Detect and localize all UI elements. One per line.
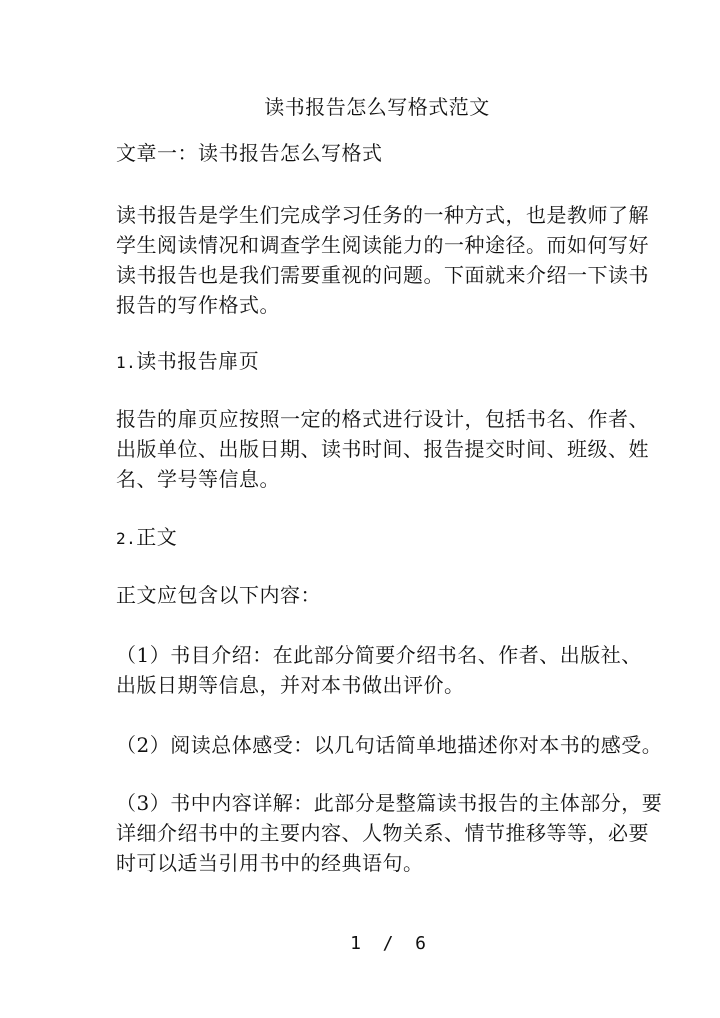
section1-line-3: 名、学号等信息。 [116,467,280,491]
item3-line-3: 时可以适当引用书中的经典语句。 [116,851,424,875]
item2-line: （2）阅读总体感受：以几句话简单地描述你对本书的感受。 [116,733,663,757]
section1-heading [116,346,259,378]
article-heading: 文章一：读书报告怎么写格式 [116,141,383,165]
section1-line-2: 出版单位、出版日期、读书时间、报告提交时间、班级、姓 [116,437,649,461]
section2-intro: 正文应包含以下内容： [116,583,321,607]
intro-line-3: 读书报告也是我们需要重视的问题。下面就来介绍一下读书 [116,263,649,287]
item1-line-1: （1）书目介绍：在此部分简要介绍书名、作者、出版社、 [116,643,642,667]
item1-line-2: 出版日期等信息，并对本书做出评价。 [116,673,465,697]
section2-title: 正文 [136,525,178,549]
document-title: 读书报告怎么写格式范文 [264,95,490,119]
intro-line-4: 报告的写作格式。 [116,293,280,317]
section2-heading [116,522,177,554]
section1-line-1: 报告的扉页应按照一定的格式进行设计，包括书名、作者、 [116,407,649,431]
intro-line-2: 学生阅读情况和调查学生阅读能力的一种途径。而如何写好 [116,233,649,257]
intro-line-1: 读书报告是学生们完成学习任务的一种方式，也是教师了解 [116,203,649,227]
page-indicator: 1 / 6 [350,933,426,954]
section1-title: 读书报告扉页 [136,349,260,373]
item3-line-1: （3）书中内容详解：此部分是整篇读书报告的主体部分，要 [116,791,663,815]
item3-line-2: 详细介绍书中的主要内容、人物关系、情节推移等等，必要 [116,821,649,845]
section2-number: 2. [116,529,137,548]
section1-number: 1. [116,353,137,372]
